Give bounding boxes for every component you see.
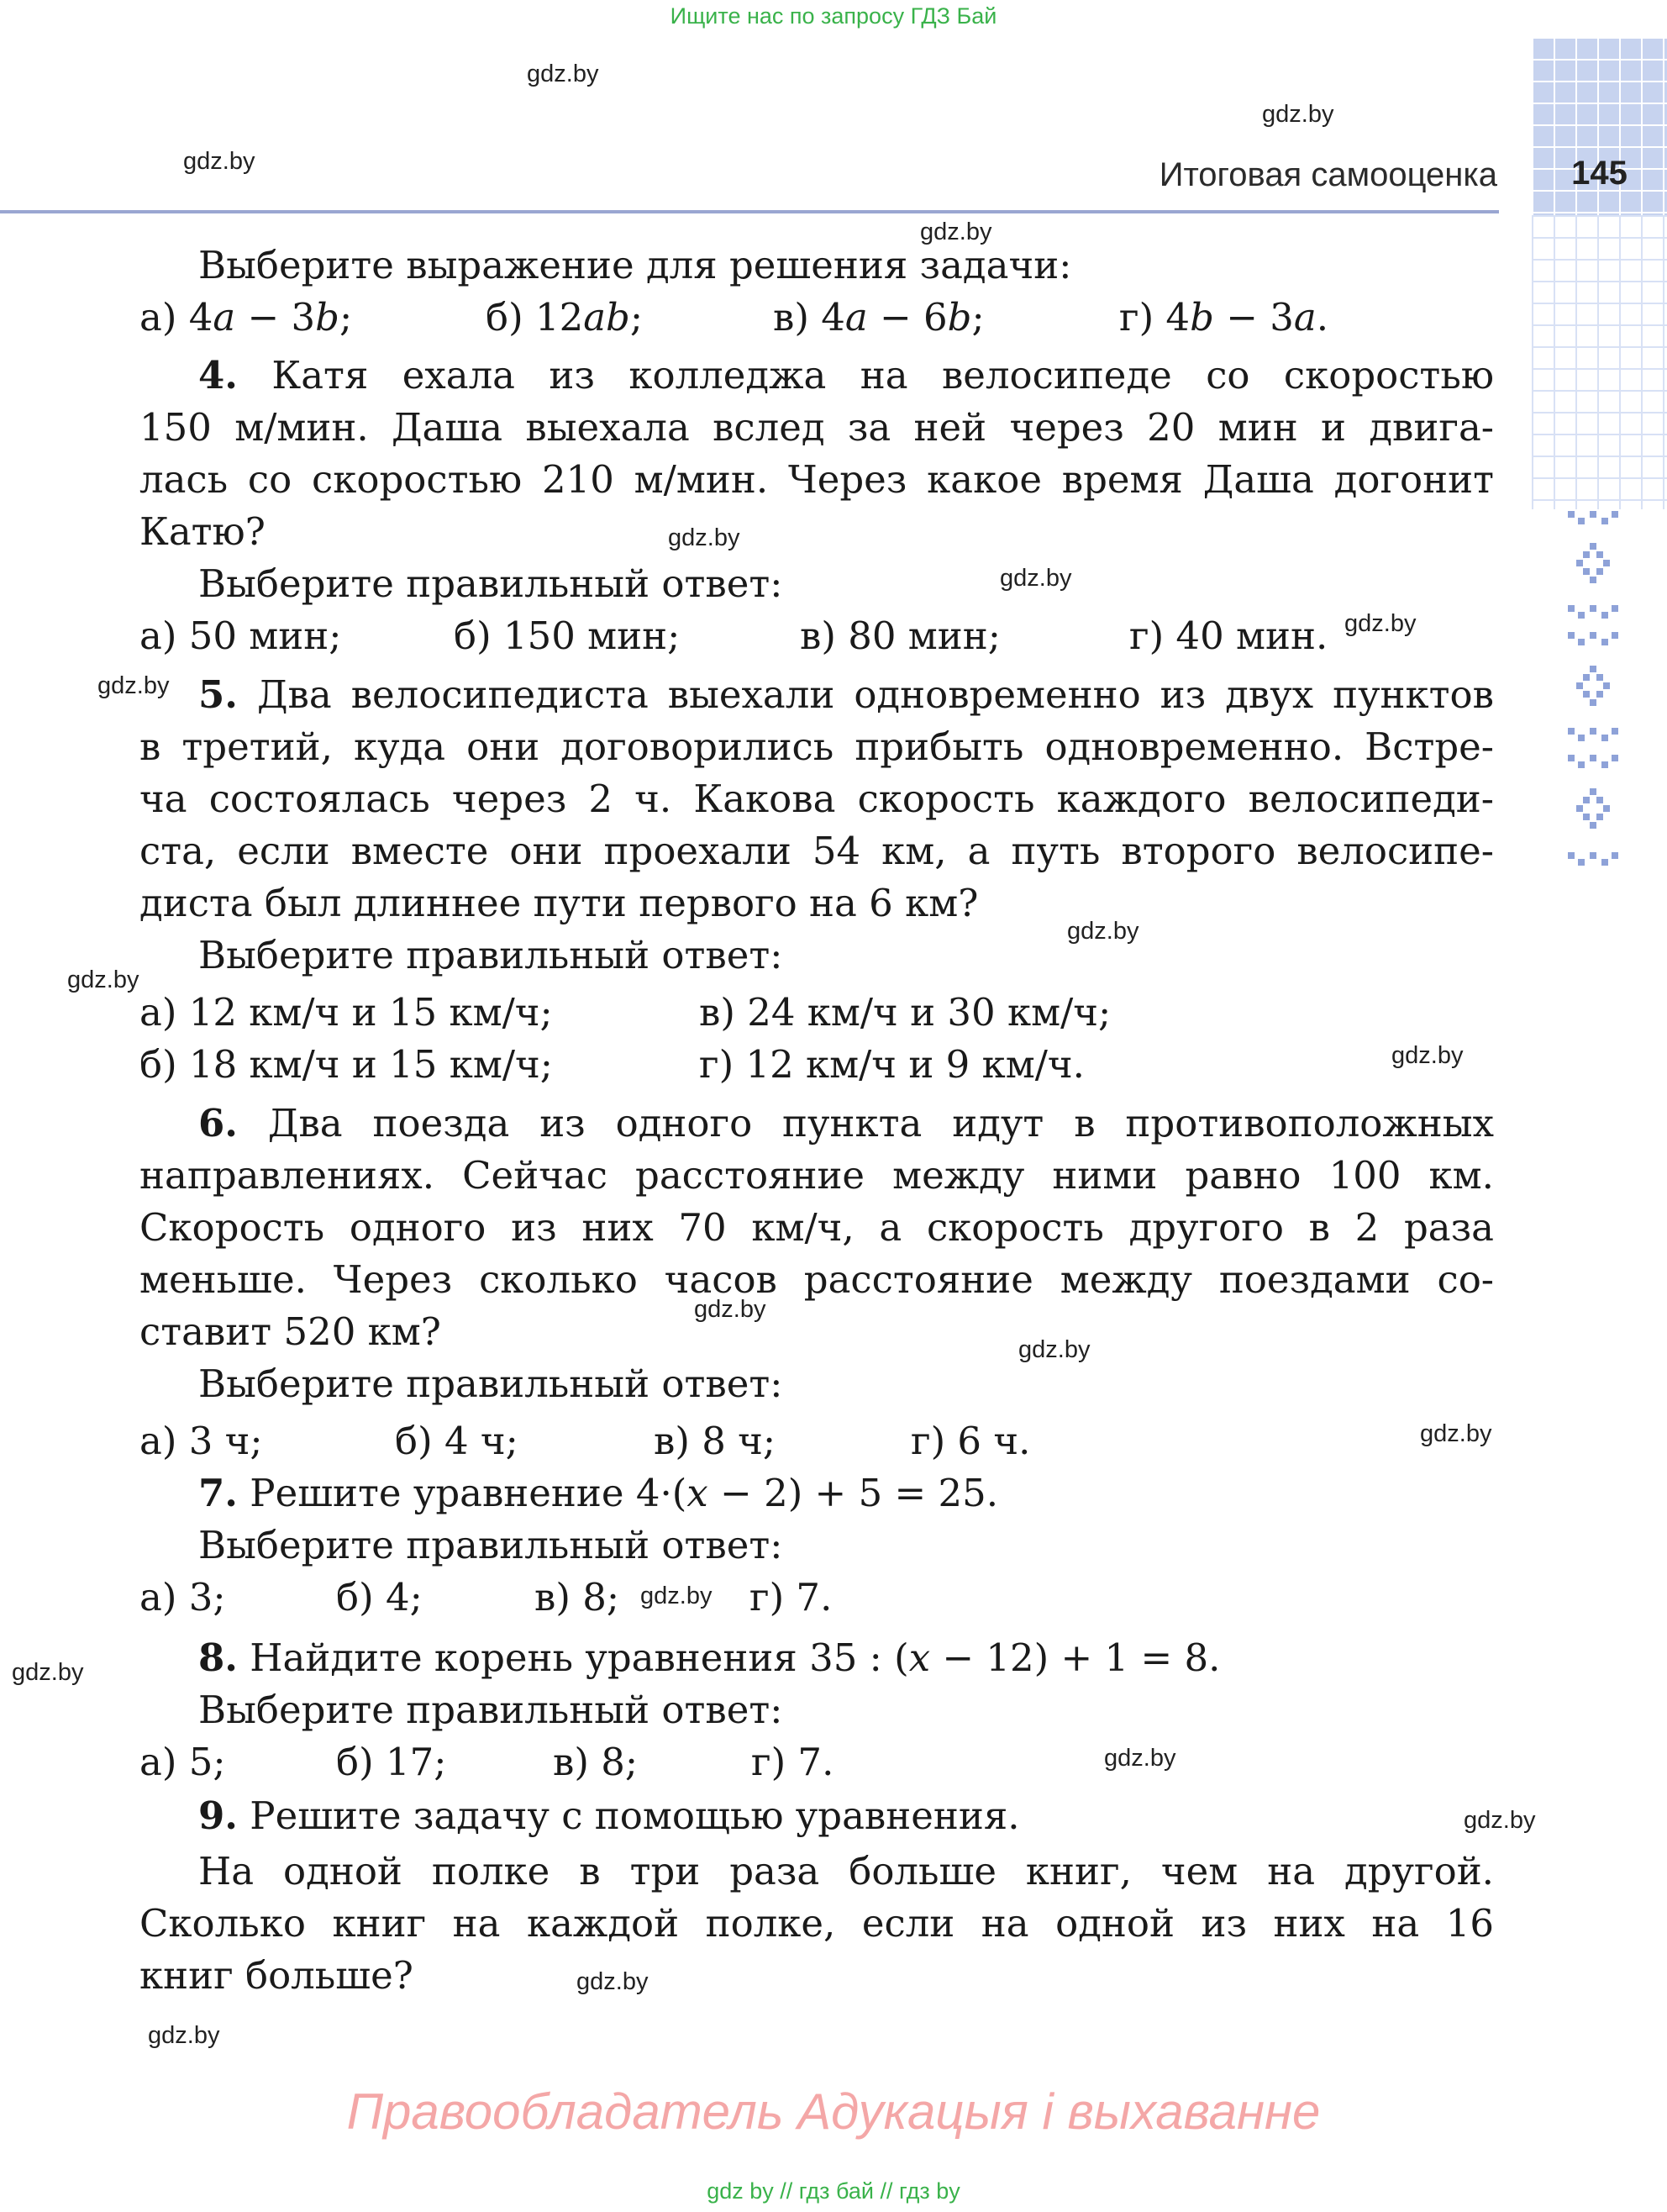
copyright-notice: Правообладатель Адукацыя і выхаванне bbox=[346, 2083, 1321, 2140]
answer-option-c: в) 4a − 6b; bbox=[773, 295, 985, 340]
answer-option-a: а) 3 ч; bbox=[139, 1419, 263, 1463]
answer-option-d: г) 4b − 3a. bbox=[1119, 295, 1328, 340]
answer-option-a: а) 50 мин; bbox=[139, 614, 342, 658]
top-banner[interactable]: Ищите нас по запросу ГДЗ Бай bbox=[670, 3, 997, 29]
page-number: 145 bbox=[1571, 155, 1628, 192]
answer-option-c: в) 8; bbox=[553, 1740, 638, 1784]
instruction-text: Выберите правильный ответ: bbox=[198, 1688, 783, 1732]
answer-option-b: б) 150 мин; bbox=[454, 614, 681, 658]
watermark[interactable]: gdz.by bbox=[1018, 1336, 1091, 1363]
problem-6-line: 6. Два поезда из одного пункта идут в противоположных bbox=[198, 1101, 1494, 1146]
problem-6-line: направлениях. Сейчас расстояние между ними равно 100 км. bbox=[139, 1153, 1494, 1198]
watermark[interactable]: gdz.by bbox=[148, 2022, 220, 2049]
answer-option-a: а) 5; bbox=[139, 1740, 226, 1784]
watermark[interactable]: gdz.by bbox=[640, 1583, 713, 1609]
section-title: Итоговая самооценка bbox=[1159, 156, 1497, 193]
watermark[interactable]: gdz.by bbox=[527, 61, 599, 87]
problem-6-line: меньше. Через сколько часов расстояние между поездами со- bbox=[139, 1257, 1494, 1302]
watermark[interactable]: gdz.by bbox=[1344, 610, 1417, 637]
problem-5-line: ча состоялась через 2 ч. Какова скорость каждого велосипеди- bbox=[139, 777, 1494, 821]
problem-5-line: диста был длиннее пути первого на 6 км? bbox=[139, 881, 979, 925]
watermark[interactable]: gdz.by bbox=[1104, 1745, 1176, 1772]
sidebar-grid-light bbox=[1532, 215, 1667, 509]
watermark[interactable]: gdz.by bbox=[920, 219, 992, 245]
problem-6-line: ставит 520 км? bbox=[139, 1309, 441, 1354]
answer-option-d: г) 40 мин. bbox=[1129, 614, 1328, 658]
watermark[interactable]: gdz.by bbox=[1067, 918, 1139, 945]
instruction-text: Выберите правильный ответ: bbox=[198, 561, 783, 606]
answer-option-b: б) 17; bbox=[336, 1740, 447, 1784]
answer-option-c: в) 80 мин; bbox=[800, 614, 1001, 658]
watermark[interactable]: gdz.by bbox=[1262, 101, 1334, 128]
problem-9-line: Сколько книг на каждой полке, если на одной из них на 16 bbox=[139, 1901, 1494, 1946]
problem-5-line: в третий, куда они договорились прибыть одновременно. Встре- bbox=[139, 724, 1494, 769]
watermark[interactable]: gdz.by bbox=[1391, 1042, 1464, 1069]
watermark[interactable]: gdz.by bbox=[67, 966, 139, 993]
instruction-text: Выберите правильный ответ: bbox=[198, 933, 783, 977]
answer-option-b: б) 12ab; bbox=[486, 295, 644, 340]
answer-option-a: а) 4a − 3b; bbox=[139, 295, 353, 340]
answer-option-b: б) 4 ч; bbox=[395, 1419, 518, 1463]
answer-option-a: а) 12 км/ч и 15 км/ч; bbox=[139, 990, 553, 1035]
answer-option-d: г) 7. bbox=[751, 1740, 834, 1784]
problem-4-line: 150 м/мин. Даша выехала вслед за ней через 20 мин и двига- bbox=[139, 405, 1494, 450]
problem-5-line: ста, если вместе они проехали 54 км, а путь второго велосипе- bbox=[139, 829, 1494, 873]
watermark[interactable]: gdz.by bbox=[12, 1659, 84, 1686]
watermark[interactable]: gdz.by bbox=[694, 1296, 766, 1323]
problem-9-line: книг больше? bbox=[139, 1953, 413, 1998]
problem-9-line: На одной полке в три раза больше книг, чем на другой. bbox=[198, 1849, 1494, 1893]
watermark[interactable]: gdz.by bbox=[183, 148, 255, 175]
answer-option-d: г) 6 ч. bbox=[911, 1419, 1031, 1463]
ornament-icon bbox=[1564, 506, 1622, 893]
watermark[interactable]: gdz.by bbox=[97, 672, 170, 699]
problem-5-line: 5. Два велосипедиста выехали одновременно из двух пунктов bbox=[198, 672, 1494, 717]
answer-option-c: в) 8 ч; bbox=[654, 1419, 776, 1463]
problem-8-line: 8. Найдите корень уравнения 35 : (x − 12) + 1 = 8. bbox=[198, 1635, 1221, 1680]
answer-option-d: г) 12 км/ч и 9 км/ч. bbox=[699, 1042, 1085, 1087]
instruction-text: Выберите правильный ответ: bbox=[198, 1361, 783, 1406]
watermark[interactable]: gdz.by bbox=[1420, 1420, 1492, 1447]
header-divider bbox=[0, 210, 1499, 213]
watermark[interactable]: gdz.by bbox=[1000, 565, 1072, 592]
watermark[interactable]: gdz.by bbox=[668, 524, 740, 551]
watermark[interactable]: gdz.by bbox=[1464, 1807, 1536, 1834]
problem-6-line: Скорость одного из них 70 км/ч, а скорость другого в 2 раза bbox=[139, 1205, 1494, 1250]
problem-4-line: Катю? bbox=[139, 509, 266, 554]
problem-9-line: 9. Решите задачу с помощью уравнения. bbox=[198, 1793, 1020, 1838]
instruction-text: Выберите выражение для решения задачи: bbox=[198, 243, 1072, 287]
answer-option-d: г) 7. bbox=[749, 1575, 833, 1620]
problem-7-line: 7. Решите уравнение 4·(x − 2) + 5 = 25. bbox=[198, 1471, 999, 1515]
instruction-text: Выберите правильный ответ: bbox=[198, 1523, 783, 1567]
answer-option-a: а) 3; bbox=[139, 1575, 226, 1620]
problem-4-line: лась со скоростью 210 м/мин. Через какое время Даша догонит bbox=[139, 457, 1494, 502]
watermark[interactable]: gdz.by bbox=[576, 1968, 649, 1995]
footer-links[interactable]: gdz by // гдз бай // гдз by bbox=[707, 2178, 960, 2204]
answer-option-b: б) 4; bbox=[336, 1575, 423, 1620]
answer-option-b: б) 18 км/ч и 15 км/ч; bbox=[139, 1042, 553, 1087]
answer-option-c: в) 24 км/ч и 30 км/ч; bbox=[699, 990, 1112, 1035]
problem-4-line: 4. Катя ехала из колледжа на велосипеде со скоростью bbox=[198, 353, 1494, 398]
answer-option-c: в) 8; bbox=[534, 1575, 619, 1620]
